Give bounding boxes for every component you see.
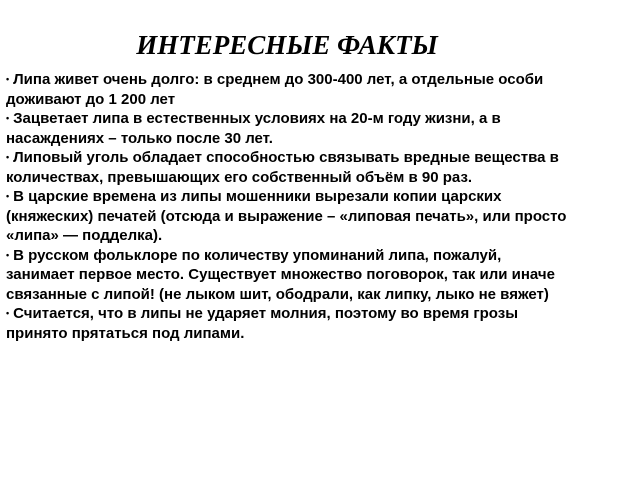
bullet-icon: • [6,74,10,84]
facts-list [6,70,572,343]
fact-item [6,70,572,109]
slide-title: ИНТЕРЕСНЫЕ ФАКТЫ [136,30,438,60]
fact-item [6,187,572,246]
bullet-icon: • [6,191,10,201]
fact-item [6,304,572,343]
bullet-icon: • [6,308,10,318]
fact-text: Зацветает липа в естественных условиях на 20-м году жизни, а в насаждениях – только после 30 лет. [6,110,501,147]
fact-text: Липа живет очень долго: в среднем до 300-400 лет, а отдельные особи доживают до 1 200 лет [6,71,544,108]
fact-text: Липовый уголь обладает способностью связывать вредные вещества в количествах, превышающих его собственный объём в 90 раз. [6,149,559,186]
fact-item [6,109,572,148]
fact-text: Считается, что в липы не ударяет молния, поэтому во время грозы принято прятаться под липами. [6,305,519,342]
fact-text: В царские времена из липы мошенники вырезали копии царских (княжеских) печатей (отсюда и выражение – «липовая печать», или просто «липа» — подделка). [6,188,567,244]
bullet-icon: • [6,113,10,123]
fact-item [6,148,572,187]
bullet-icon: • [6,152,10,162]
bullet-icon: • [6,249,10,260]
fact-item [6,246,572,305]
fact-text: В русском фольклоре по количеству упоминаний липа, пожалуй, занимает первое место. Существует множество поговорок, так или иначе связанные с липой! (не лыком шит, ободрали, как липку, лыко не вяжет) [6,246,555,303]
